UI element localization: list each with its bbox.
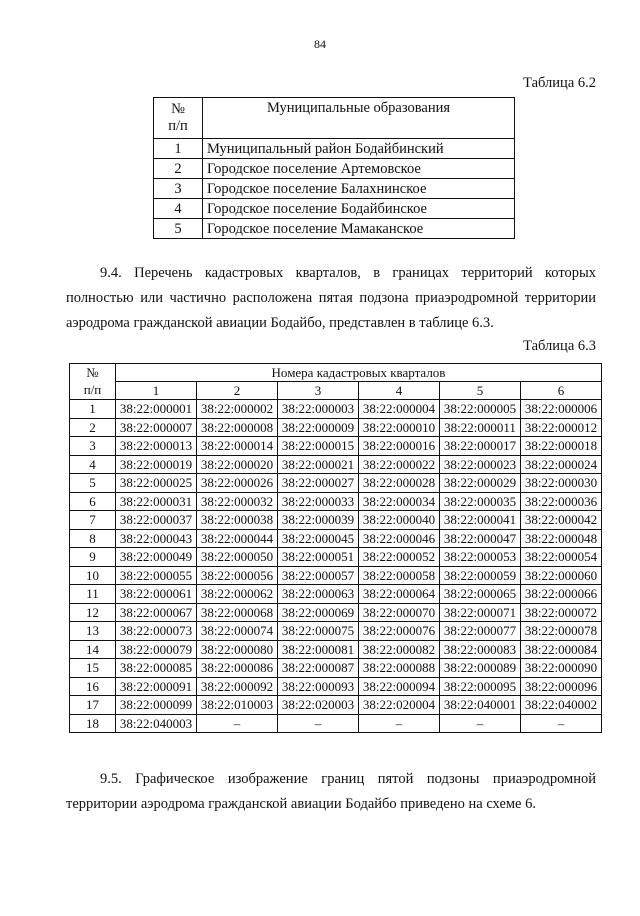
cadastral-number-cell: 38:22:000073 bbox=[116, 622, 197, 641]
cadastral-number-cell: – bbox=[440, 714, 521, 733]
row-num: 5 bbox=[70, 474, 116, 493]
cadastral-number-cell: 38:22:000012 bbox=[521, 418, 602, 437]
header-num-line1: № bbox=[86, 365, 99, 380]
cadastral-number-cell: 38:22:000084 bbox=[521, 640, 602, 659]
table1-caption: Таблица 6.2 bbox=[523, 75, 596, 91]
cadastral-number-cell: 38:22:000051 bbox=[278, 548, 359, 567]
cadastral-number-cell: 38:22:000021 bbox=[278, 455, 359, 474]
table-row bbox=[70, 677, 602, 696]
row-num: 12 bbox=[70, 603, 116, 622]
cadastral-number-cell: 38:22:000089 bbox=[440, 659, 521, 678]
cadastral-number-cell: 38:22:000096 bbox=[521, 677, 602, 696]
cadastral-number-cell: 38:22:000027 bbox=[278, 474, 359, 493]
cadastral-number-cell: 38:22:000060 bbox=[521, 566, 602, 585]
table-row bbox=[70, 437, 602, 456]
cadastral-number-cell: 38:22:000069 bbox=[278, 603, 359, 622]
cadastral-number-cell: 38:22:000040 bbox=[359, 511, 440, 530]
municipality-name: Городское поселение Балахнинское bbox=[203, 179, 515, 199]
table-header-row bbox=[70, 364, 602, 382]
cadastral-number-cell: 38:22:000057 bbox=[278, 566, 359, 585]
cadastral-number-cell: 38:22:000056 bbox=[197, 566, 278, 585]
cadastral-number-cell: 38:22:000058 bbox=[359, 566, 440, 585]
table-row bbox=[70, 640, 602, 659]
cadastral-number-cell: 38:22:000029 bbox=[440, 474, 521, 493]
cadastral-number-cell: 38:22:000044 bbox=[197, 529, 278, 548]
cadastral-number-cell: 38:22:000025 bbox=[116, 474, 197, 493]
cadastral-quarters-table bbox=[69, 363, 602, 733]
table-row bbox=[70, 585, 602, 604]
row-num: 18 bbox=[70, 714, 116, 733]
cadastral-number-cell: 38:22:000024 bbox=[521, 455, 602, 474]
table-row bbox=[70, 603, 602, 622]
cadastral-number-cell: 38:22:000074 bbox=[197, 622, 278, 641]
header-num-line1: № bbox=[171, 101, 185, 117]
cadastral-number-cell: 38:22:000087 bbox=[278, 659, 359, 678]
municipality-name: Муниципальный район Бодайбинский bbox=[203, 139, 515, 159]
table-row bbox=[154, 219, 515, 239]
cadastral-number-cell: 38:22:000023 bbox=[440, 455, 521, 474]
cadastral-number-cell: 38:22:000052 bbox=[359, 548, 440, 567]
row-num: 3 bbox=[70, 437, 116, 456]
cadastral-number-cell: 38:22:000006 bbox=[521, 400, 602, 419]
cadastral-number-cell: 38:22:000072 bbox=[521, 603, 602, 622]
cadastral-number-cell: 38:22:000049 bbox=[116, 548, 197, 567]
row-num: 5 bbox=[154, 219, 203, 239]
row-num: 2 bbox=[154, 159, 203, 179]
cadastral-number-cell: 38:22:000032 bbox=[197, 492, 278, 511]
cadastral-number-cell: 38:22:000063 bbox=[278, 585, 359, 604]
cadastral-number-cell: 38:22:000030 bbox=[521, 474, 602, 493]
row-num: 7 bbox=[70, 511, 116, 530]
cadastral-number-cell: 38:22:000002 bbox=[197, 400, 278, 419]
cadastral-number-cell: 38:22:000038 bbox=[197, 511, 278, 530]
row-num: 9 bbox=[70, 548, 116, 567]
cadastral-number-cell: 38:22:000076 bbox=[359, 622, 440, 641]
cadastral-number-cell: 38:22:000009 bbox=[278, 418, 359, 437]
row-num: 16 bbox=[70, 677, 116, 696]
cadastral-number-cell: 38:22:000045 bbox=[278, 529, 359, 548]
row-num: 13 bbox=[70, 622, 116, 641]
cadastral-number-cell: 38:22:000099 bbox=[116, 696, 197, 715]
cadastral-number-cell: 38:22:000022 bbox=[359, 455, 440, 474]
row-num: 4 bbox=[154, 199, 203, 219]
cadastral-number-cell: 38:22:000064 bbox=[359, 585, 440, 604]
cadastral-number-cell: 38:22:000066 bbox=[521, 585, 602, 604]
table-row bbox=[70, 474, 602, 493]
cadastral-number-cell: 38:22:000067 bbox=[116, 603, 197, 622]
cadastral-number-cell: 38:22:000008 bbox=[197, 418, 278, 437]
cadastral-number-cell: 38:22:000092 bbox=[197, 677, 278, 696]
cadastral-number-cell: 38:22:000082 bbox=[359, 640, 440, 659]
municipalities-table bbox=[153, 97, 515, 239]
cadastral-number-cell: 38:22:000086 bbox=[197, 659, 278, 678]
cadastral-number-cell: 38:22:000062 bbox=[197, 585, 278, 604]
cadastral-number-cell: 38:22:000090 bbox=[521, 659, 602, 678]
cadastral-number-cell: 38:22:000011 bbox=[440, 418, 521, 437]
cadastral-number-cell: 38:22:000042 bbox=[521, 511, 602, 530]
table-row bbox=[70, 455, 602, 474]
row-num: 14 bbox=[70, 640, 116, 659]
header-name: Муниципальные образования bbox=[203, 98, 515, 139]
cadastral-number-cell: 38:22:000048 bbox=[521, 529, 602, 548]
paragraph-9-4-text: 9.4. Перечень кадастровых кварталов, в границах территорий которых полностью или частично расположена пятая подзона приаэродромной территории аэродрома гражданской авиации Бодайбо, представлен в таблице 6.3. bbox=[66, 265, 596, 331]
row-num: 1 bbox=[154, 139, 203, 159]
cadastral-number-cell: 38:22:000020 bbox=[197, 455, 278, 474]
paragraph-9-5-text: 9.5. Графическое изображение границ пятой подзоны приаэродромной территории аэродрома гражданской авиации Бодайбо приведено на схеме 6. bbox=[66, 771, 596, 812]
cadastral-number-cell: 38:22:000007 bbox=[116, 418, 197, 437]
table-row bbox=[154, 199, 515, 219]
cadastral-number-cell: 38:22:000059 bbox=[440, 566, 521, 585]
cadastral-number-cell: 38:22:000046 bbox=[359, 529, 440, 548]
municipality-name: Городское поселение Мамаканское bbox=[203, 219, 515, 239]
cadastral-number-cell: 38:22:000068 bbox=[197, 603, 278, 622]
cadastral-number-cell: 38:22:000065 bbox=[440, 585, 521, 604]
cadastral-number-cell: 38:22:000003 bbox=[278, 400, 359, 419]
table-column-header-row bbox=[70, 382, 602, 400]
cadastral-number-cell: 38:22:000028 bbox=[359, 474, 440, 493]
cadastral-number-cell: 38:22:000085 bbox=[116, 659, 197, 678]
cadastral-number-cell: 38:22:000035 bbox=[440, 492, 521, 511]
paragraph-9-4 bbox=[66, 261, 596, 336]
cadastral-number-cell: 38:22:000081 bbox=[278, 640, 359, 659]
page-number: 84 bbox=[314, 37, 326, 51]
cadastral-number-cell: 38:22:040002 bbox=[521, 696, 602, 715]
cadastral-number-cell: 38:22:000037 bbox=[116, 511, 197, 530]
cadastral-number-cell: 38:22:000018 bbox=[521, 437, 602, 456]
municipality-name: Городское поселение Артемовское bbox=[203, 159, 515, 179]
table-row bbox=[70, 400, 602, 419]
cadastral-number-cell: 38:22:000033 bbox=[278, 492, 359, 511]
cadastral-number-cell: 38:22:000083 bbox=[440, 640, 521, 659]
cadastral-number-cell: 38:22:000019 bbox=[116, 455, 197, 474]
table-row bbox=[70, 659, 602, 678]
cadastral-number-cell: 38:22:010003 bbox=[197, 696, 278, 715]
cadastral-number-cell: 38:22:000075 bbox=[278, 622, 359, 641]
row-num: 2 bbox=[70, 418, 116, 437]
table-row bbox=[70, 714, 602, 733]
row-num: 3 bbox=[154, 179, 203, 199]
row-num: 6 bbox=[70, 492, 116, 511]
cadastral-number-cell: 38:22:000010 bbox=[359, 418, 440, 437]
cadastral-number-cell: – bbox=[197, 714, 278, 733]
cadastral-number-cell: – bbox=[359, 714, 440, 733]
row-num: 10 bbox=[70, 566, 116, 585]
cadastral-number-cell: 38:22:000043 bbox=[116, 529, 197, 548]
cadastral-number-cell: 38:22:000039 bbox=[278, 511, 359, 530]
column-header: 5 bbox=[440, 382, 521, 400]
cadastral-number-cell: 38:22:000001 bbox=[116, 400, 197, 419]
table-row bbox=[70, 511, 602, 530]
cadastral-number-cell: 38:22:000055 bbox=[116, 566, 197, 585]
row-num: 1 bbox=[70, 400, 116, 419]
header-num-line2: п/п bbox=[168, 118, 188, 134]
cadastral-number-cell: 38:22:000047 bbox=[440, 529, 521, 548]
cadastral-number-cell: 38:22:000077 bbox=[440, 622, 521, 641]
cadastral-number-cell: 38:22:020004 bbox=[359, 696, 440, 715]
table-row bbox=[154, 179, 515, 199]
cadastral-number-cell: 38:22:000078 bbox=[521, 622, 602, 641]
table-row bbox=[70, 418, 602, 437]
row-num: 8 bbox=[70, 529, 116, 548]
column-header: 1 bbox=[116, 382, 197, 400]
cadastral-number-cell: 38:22:000054 bbox=[521, 548, 602, 567]
cadastral-number-cell: 38:22:000088 bbox=[359, 659, 440, 678]
cadastral-quarters-table-body bbox=[70, 400, 602, 733]
table-header-row bbox=[154, 98, 515, 139]
cadastral-number-cell: 38:22:000079 bbox=[116, 640, 197, 659]
table-row bbox=[70, 622, 602, 641]
cadastral-number-cell: – bbox=[521, 714, 602, 733]
table-row bbox=[70, 492, 602, 511]
column-header: 4 bbox=[359, 382, 440, 400]
header-num bbox=[154, 98, 203, 139]
cadastral-number-cell: 38:22:000016 bbox=[359, 437, 440, 456]
municipality-name: Городское поселение Бодайбинское bbox=[203, 199, 515, 219]
cadastral-number-cell: 38:22:000050 bbox=[197, 548, 278, 567]
header-num-line2: п/п bbox=[83, 382, 102, 397]
column-header: 2 bbox=[197, 382, 278, 400]
cadastral-number-cell: 38:22:000094 bbox=[359, 677, 440, 696]
cadastral-number-cell: 38:22:000015 bbox=[278, 437, 359, 456]
municipalities-table-body bbox=[154, 139, 515, 239]
header-num bbox=[70, 364, 116, 400]
cadastral-number-cell: 38:22:000091 bbox=[116, 677, 197, 696]
table-row bbox=[70, 529, 602, 548]
table-row bbox=[70, 696, 602, 715]
cadastral-number-cell: 38:22:000013 bbox=[116, 437, 197, 456]
cadastral-number-cell: 38:22:040001 bbox=[440, 696, 521, 715]
table-row bbox=[154, 139, 515, 159]
cadastral-number-cell: 38:22:000061 bbox=[116, 585, 197, 604]
cadastral-number-cell: 38:22:000026 bbox=[197, 474, 278, 493]
cadastral-number-cell: 38:22:000017 bbox=[440, 437, 521, 456]
cadastral-number-cell: 38:22:000095 bbox=[440, 677, 521, 696]
cadastral-number-cell: 38:22:000093 bbox=[278, 677, 359, 696]
row-num: 11 bbox=[70, 585, 116, 604]
column-header: 3 bbox=[278, 382, 359, 400]
cadastral-number-cell: 38:22:000080 bbox=[197, 640, 278, 659]
cadastral-number-cell: 38:22:000031 bbox=[116, 492, 197, 511]
cadastral-number-cell: 38:22:040003 bbox=[116, 714, 197, 733]
table-row bbox=[70, 548, 602, 567]
cadastral-number-cell: 38:22:000034 bbox=[359, 492, 440, 511]
cadastral-number-cell: 38:22:000053 bbox=[440, 548, 521, 567]
cadastral-number-cell: 38:22:020003 bbox=[278, 696, 359, 715]
header-group: Номера кадастровых кварталов bbox=[116, 364, 602, 382]
column-header: 6 bbox=[521, 382, 602, 400]
table-row bbox=[154, 159, 515, 179]
table2-caption: Таблица 6.3 bbox=[523, 338, 596, 354]
paragraph-9-5 bbox=[66, 767, 596, 817]
cadastral-number-cell: 38:22:000070 bbox=[359, 603, 440, 622]
table-row bbox=[70, 566, 602, 585]
cadastral-number-cell: 38:22:000036 bbox=[521, 492, 602, 511]
cadastral-number-cell: 38:22:000004 bbox=[359, 400, 440, 419]
cadastral-number-cell: – bbox=[278, 714, 359, 733]
row-num: 4 bbox=[70, 455, 116, 474]
cadastral-number-cell: 38:22:000041 bbox=[440, 511, 521, 530]
cadastral-number-cell: 38:22:000005 bbox=[440, 400, 521, 419]
row-num: 15 bbox=[70, 659, 116, 678]
cadastral-number-cell: 38:22:000014 bbox=[197, 437, 278, 456]
row-num: 17 bbox=[70, 696, 116, 715]
cadastral-number-cell: 38:22:000071 bbox=[440, 603, 521, 622]
